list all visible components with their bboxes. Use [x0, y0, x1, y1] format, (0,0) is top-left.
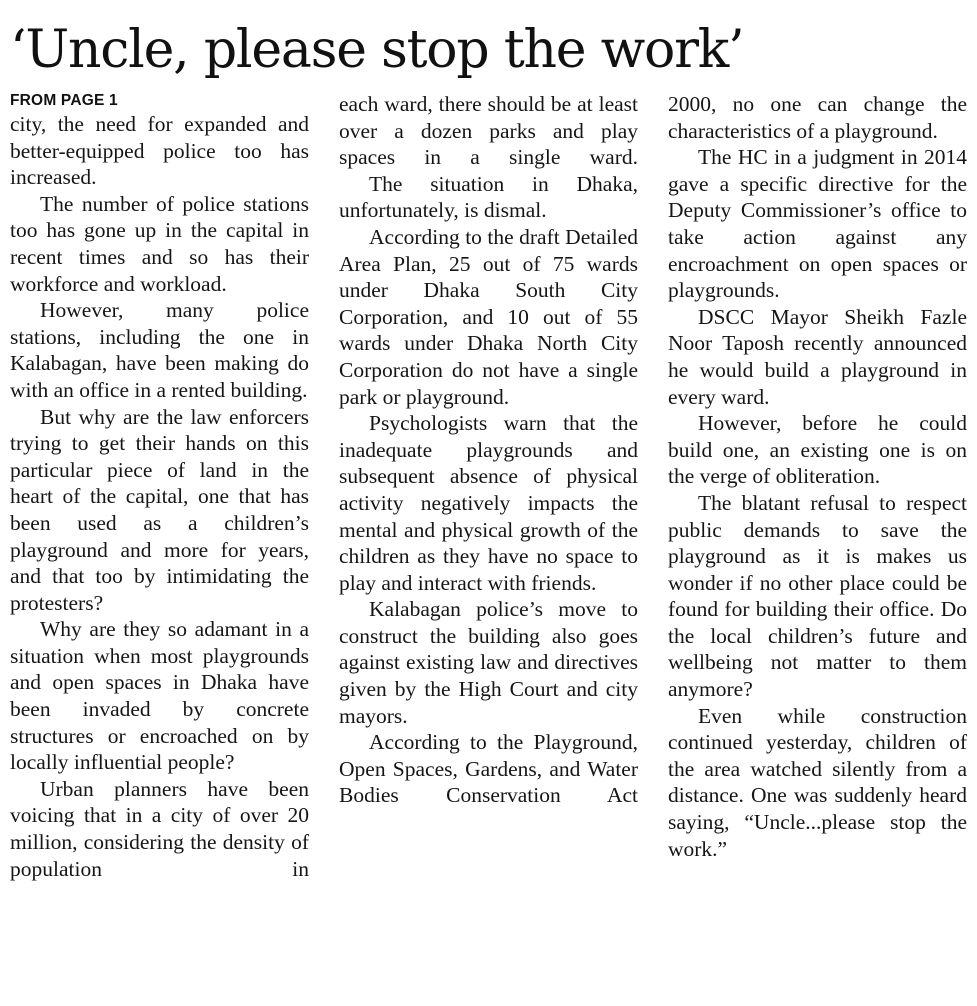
paragraph: Psychologists warn that the inadequate playgrounds and subsequent absence of physical activity negatively impacts the mental and physical growth of the children as they have no space to play and interact with friends. — [339, 411, 638, 595]
paragraph: DSCC Mayor Sheikh Fazle Noor Taposh recently announced he would build a playground in every ward. — [668, 304, 967, 409]
paragraph: The HC in a judgment in 2014 gave a specific directive for the Deputy Commissioner’s office to take action against any encroachment on open spaces or playgrounds. — [668, 145, 967, 303]
paragraph: Even while construction continued yesterday, children of the area watched silently from a distance. One was suddenly heard saying, “Uncle...please stop the work.” — [668, 703, 967, 861]
paragraph: However, many police stations, including the one in Kalabagan, have been making do with an office in a rented building. — [10, 298, 309, 402]
article-column-3 — [668, 91, 967, 862]
paragraph: each ward, there should be at least over a dozen parks and play spaces in a single ward. — [339, 92, 638, 170]
paragraph: 2000, no one can change the characteristics of a playground. — [668, 92, 967, 143]
paragraph: But why are the law enforcers trying to get their hands on this particular piece of land in the heart of the capital, one that has been used as a children’s playground and more for years, and that too by intimidating the protesters? — [10, 404, 309, 615]
paragraph: The situation in Dhaka, unfortunately, is dismal. — [339, 171, 638, 223]
paragraph: city, the need for expanded and better-equipped police too has increased. — [10, 112, 309, 190]
article-column-2 — [339, 91, 638, 809]
paragraph: According to the draft Detailed Area Plan, 25 out of 75 wards under Dhaka South City Corporation, and 10 out of 55 wards under Dhaka North City Corporation do not have a single park or playground. — [339, 224, 638, 409]
paragraph: According to the Playground, Open Spaces, Gardens, and Water Bodies Conservation Act — [339, 730, 638, 808]
article-column-1 — [10, 91, 309, 882]
paragraph: Why are they so adamant in a situation when most playgrounds and open spaces in Dhaka have been invaded by concrete structures or encroached on by locally influential people? — [10, 617, 309, 775]
paragraph: Kalabagan police’s move to construct the building also goes against existing law and directives given by the High Court and city mayors. — [339, 597, 638, 728]
jump-kicker: FROM PAGE 1 — [10, 92, 118, 109]
paragraph: However, before he could build one, an existing one is on the verge of obliteration. — [668, 411, 967, 489]
paragraph: The blatant refusal to respect public demands to save the playground as it is makes us wonder if no other place could be found for building their office. Do the local children’s future and wellbeing not matter to them anymore? — [668, 490, 967, 702]
headline: ‘Uncle, please stop the work’ — [10, 20, 744, 80]
paragraph: The number of police stations too has gone up in the capital in recent times and so has their workforce and workload. — [10, 191, 309, 296]
paragraph: Urban planners have been voicing that in a city of over 20 million, considering the density of population in — [10, 776, 309, 881]
